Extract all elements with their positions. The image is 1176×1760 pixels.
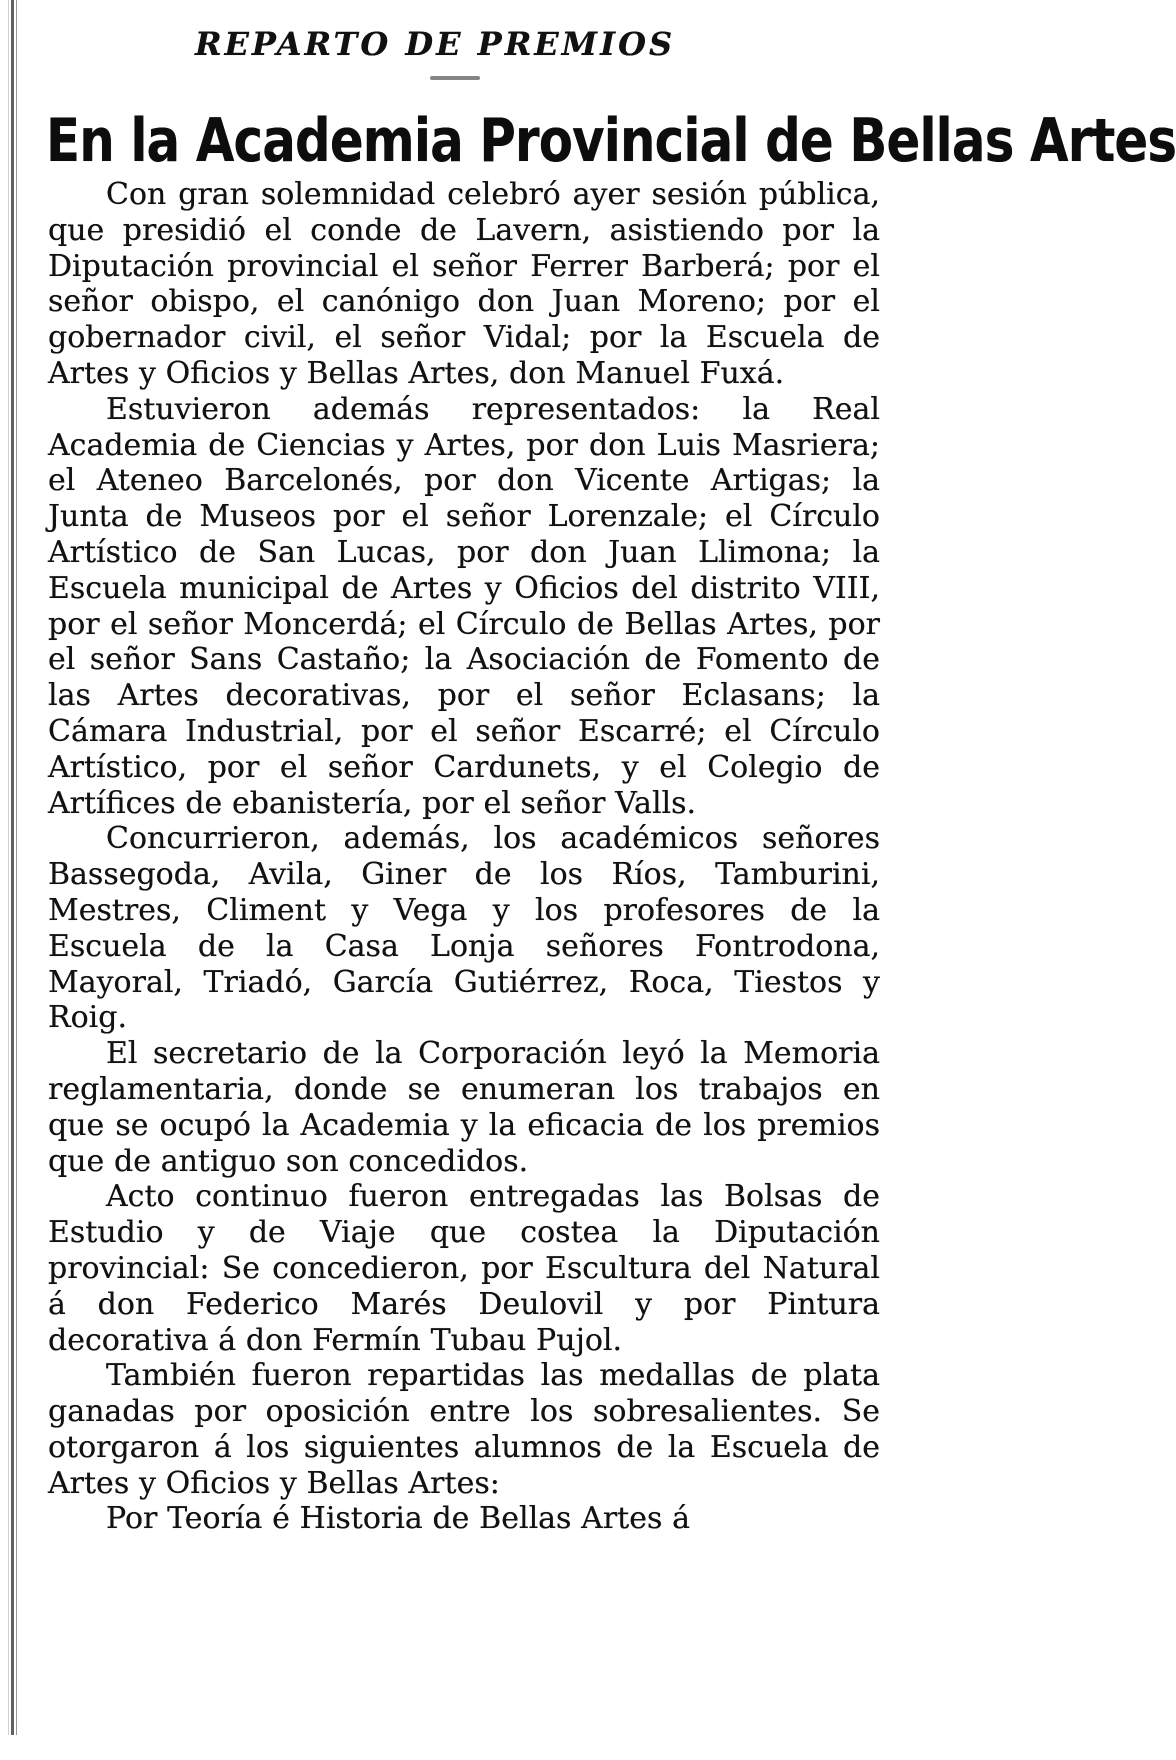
paragraph-2: Estuvieron además representados: la Real Academia de Ciencias y Artes, por don Luis Masriera; el Ateneo Barcelonés, por don Vicente Artigas; la Junta de Museos por el señor Lorenzale; el Círculo Artístico de San Lucas, por don Juan Llimona; la Escuela municipal de Artes y Oficios del distrito VIII, por el señor Moncerdá; el Círculo de Bellas Artes, por el señor Sans Castaño; la Asociación de Fomento de las Artes decorativas, por el señor Eclasans; la Cámara Industrial, por el señor Escarré; el Círculo Artístico, por el señor Cardunets, y el Colegio de Artífices de ebanistería, por el señor Valls. [48,391,880,821]
paragraph-1: Con gran solemnidad celebró ayer sesión pública, que presidió el conde de Lavern, asistiendo por la Diputación provincial el señor Ferrer Barberá; por el señor obispo, el canónigo don Juan Moreno; por el gobernador civil, el señor Vidal; por la Escuela de Artes y Oficios y Bellas Artes, don Manuel Fuxá. [48,177,880,391]
paragraph-6: También fueron repartidas las medallas de plata ganadas por oposición entre los sobresalientes. Se otorgaron á los siguientes alumnos de la Escuela de Artes y Oficios y Bellas Artes: [48,1358,880,1501]
previous-article-fragment [58,0,120,9]
article-headline: En la Academia Provincial de Bellas Artes [46,106,1176,176]
article-body [48,177,880,1537]
paragraph-5: Acto continuo fueron entregadas las Bolsas de Estudio y de Viaje que costea la Diputación provincial: Se concedieron, por Escultura del Natural á don Federico Marés Deulovil y por Pintura decorativa á don Fermín Tubau Pujol. [48,1179,880,1358]
paragraph-3: Concurrieron, además, los académicos señores Bassegoda, Avila, Giner de los Ríos, Tamburini, Mestres, Climent y Vega y los profesores de la Escuela de la Casa Lonja señores Fontrodona, Mayoral, Triadó, García Gutiérrez, Roca, Tiestos y Roig. [48,821,880,1036]
column-rule-inner [16,0,17,1735]
ornament-divider [420,74,490,82]
paragraph-7: Por Teoría é Historia de Bellas Artes á [106,1501,691,1537]
paragraph-4: El secretario de la Corporación leyó la Memoria reglamentaria, donde se enumeran los trabajos en que se ocupó la Academia y la eficacia de los premios que de antiguo son concedidos. [48,1036,880,1179]
section-heading: REPARTO DE PREMIOS [194,25,676,63]
column-rule-outer [8,0,9,1735]
column-rule [11,0,14,1735]
